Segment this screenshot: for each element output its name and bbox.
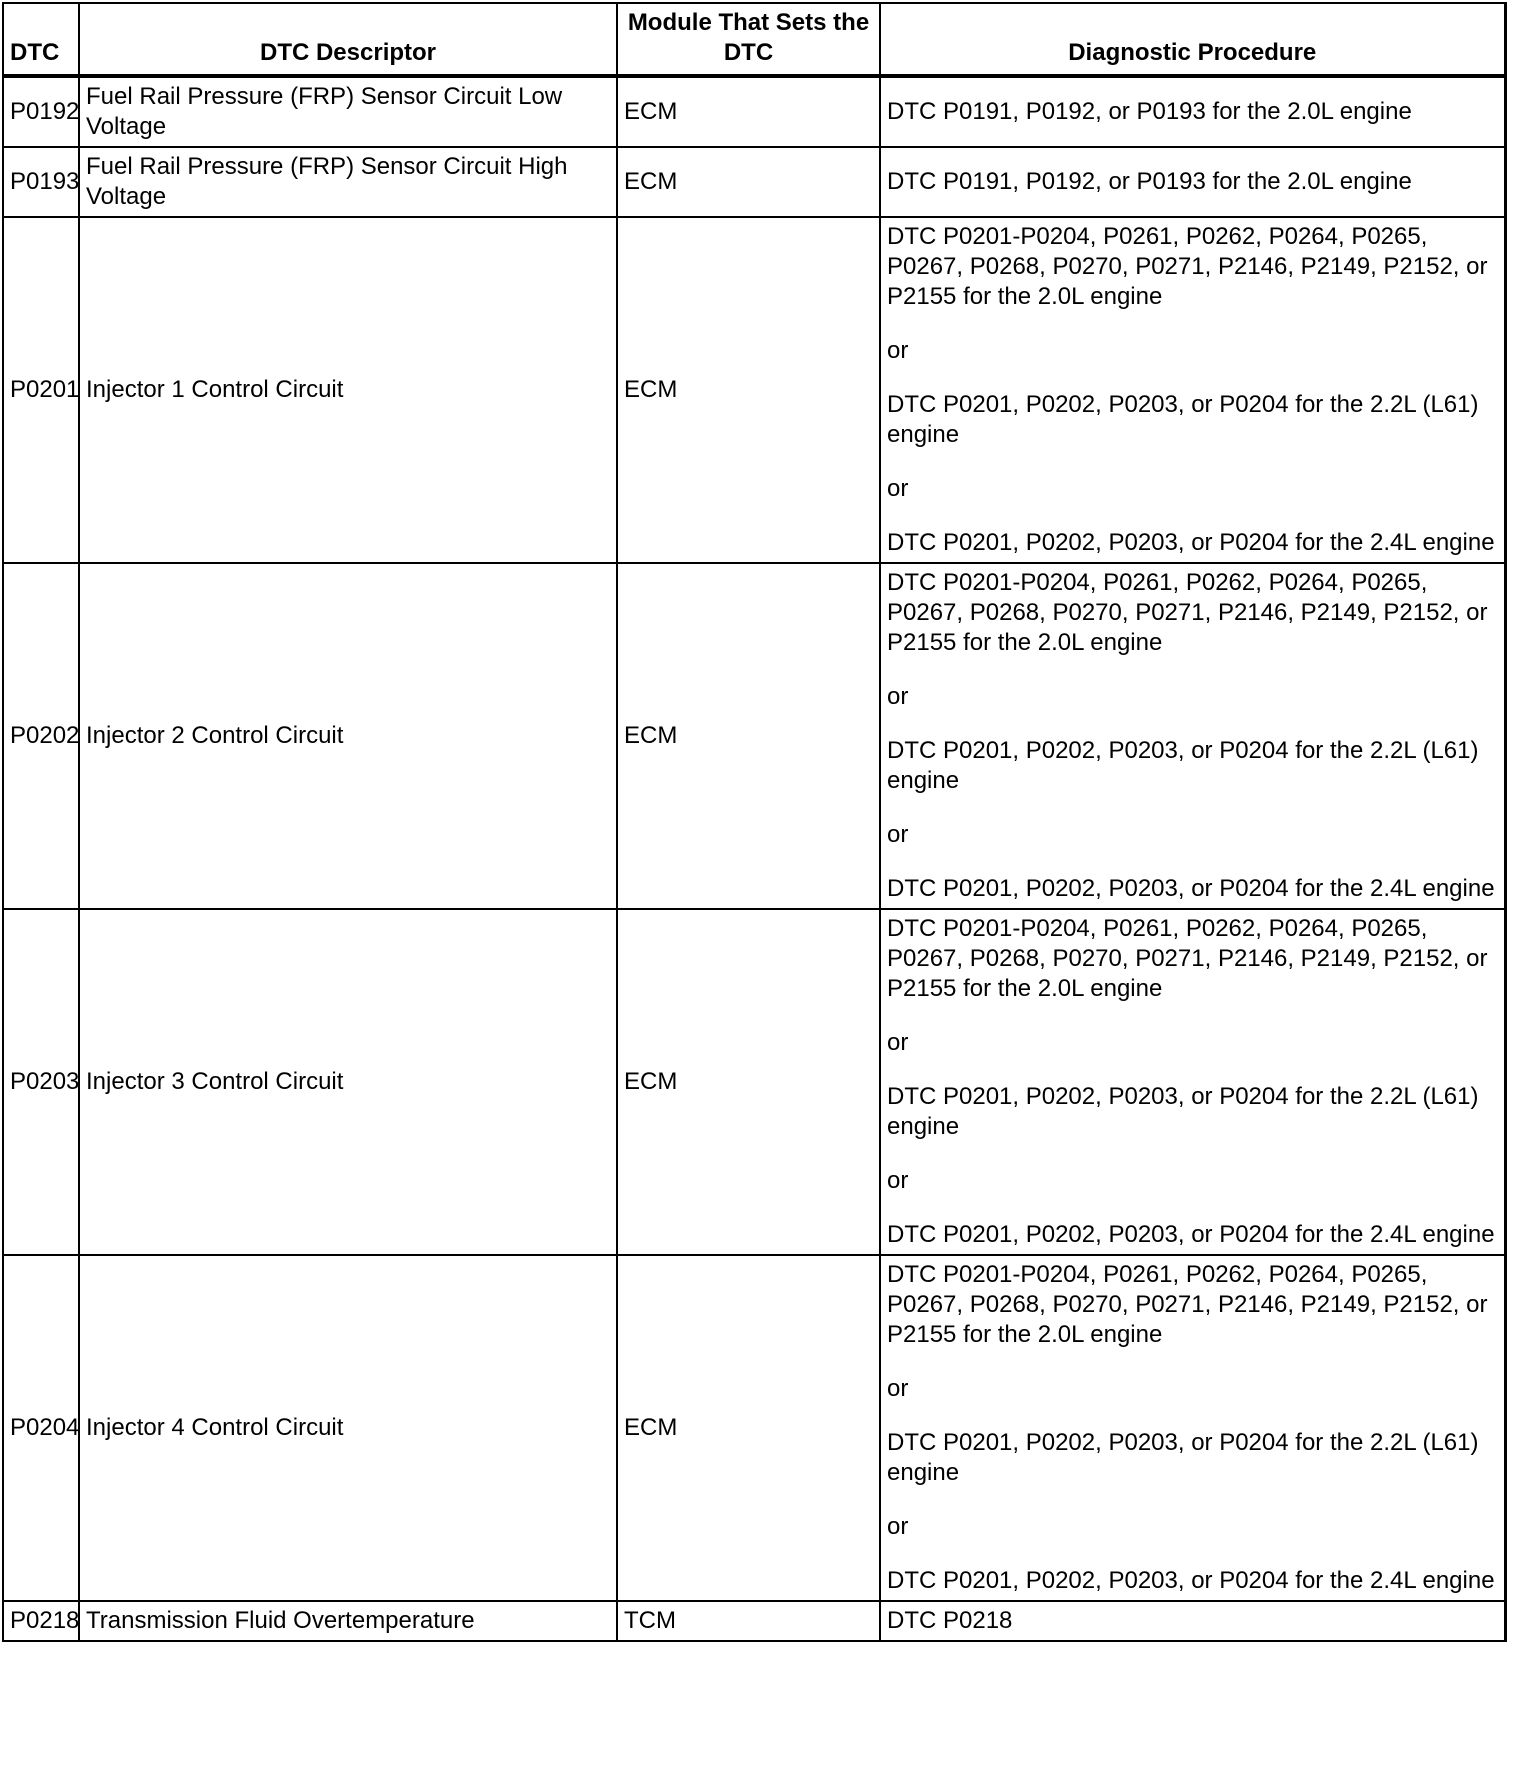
header-procedure: Diagnostic Procedure bbox=[880, 3, 1505, 76]
cell-module: ECM bbox=[617, 217, 880, 563]
procedure-text: or bbox=[887, 821, 909, 848]
table-row bbox=[3, 1601, 1505, 1641]
procedure-text: DTC P0201-P0204, P0261, P0262, P0264, P0265, P0267, P0268, P0270, P0271, P2146, P2149, P2152, or P2155 for the 2.0L engine bbox=[887, 915, 1488, 1002]
procedure-text: or bbox=[887, 1029, 909, 1056]
cell-dtc: P0202 bbox=[3, 563, 79, 909]
procedure-text: DTC P0201, P0202, P0203, or P0204 for the 2.4L engine bbox=[887, 1221, 1495, 1248]
table-row bbox=[3, 76, 1505, 147]
cell-dtc: P0201 bbox=[3, 217, 79, 563]
procedure-text: DTC P0201, P0202, P0203, or P0204 for the 2.4L engine bbox=[887, 529, 1495, 556]
cell-descriptor: Injector 2 Control Circuit bbox=[79, 563, 617, 909]
dtc-table bbox=[2, 2, 1507, 1642]
cell-procedure bbox=[880, 1255, 1505, 1601]
procedure-text: DTC P0201, P0202, P0203, or P0204 for the 2.4L engine bbox=[887, 1567, 1495, 1594]
header-row bbox=[3, 3, 1505, 76]
procedure-text: or bbox=[887, 1375, 909, 1402]
cell-procedure bbox=[880, 76, 1505, 147]
header-dtc: DTC bbox=[3, 3, 79, 76]
cell-procedure bbox=[880, 1601, 1505, 1641]
cell-module: ECM bbox=[617, 76, 880, 147]
procedure-text: or bbox=[887, 337, 909, 364]
cell-dtc: P0193 bbox=[3, 147, 79, 217]
procedure-text: DTC P0201, P0202, P0203, or P0204 for the 2.2L (L61) engine bbox=[887, 1429, 1479, 1486]
cell-dtc: P0203 bbox=[3, 909, 79, 1255]
cell-module: ECM bbox=[617, 909, 880, 1255]
cell-descriptor: Fuel Rail Pressure (FRP) Sensor Circuit High Voltage bbox=[79, 147, 617, 217]
table-body bbox=[3, 76, 1505, 1641]
cell-module: ECM bbox=[617, 563, 880, 909]
procedure-text: DTC P0218 bbox=[887, 1607, 1013, 1634]
procedure-text: DTC P0201, P0202, P0203, or P0204 for the 2.2L (L61) engine bbox=[887, 391, 1479, 448]
procedure-text: DTC P0201-P0204, P0261, P0262, P0264, P0265, P0267, P0268, P0270, P0271, P2146, P2149, P2152, or P2155 for the 2.0L engine bbox=[887, 223, 1488, 310]
cell-descriptor: Injector 1 Control Circuit bbox=[79, 217, 617, 563]
table-row bbox=[3, 1255, 1505, 1601]
table-row bbox=[3, 147, 1505, 217]
cell-dtc: P0192 bbox=[3, 76, 79, 147]
procedure-text: or bbox=[887, 683, 909, 710]
cell-descriptor: Injector 4 Control Circuit bbox=[79, 1255, 617, 1601]
table-row bbox=[3, 563, 1505, 909]
cell-descriptor: Transmission Fluid Overtemperature bbox=[79, 1601, 617, 1641]
table-row bbox=[3, 909, 1505, 1255]
procedure-text: DTC P0201-P0204, P0261, P0262, P0264, P0265, P0267, P0268, P0270, P0271, P2146, P2149, P2152, or P2155 for the 2.0L engine bbox=[887, 569, 1488, 656]
procedure-text: or bbox=[887, 1513, 909, 1540]
procedure-text: DTC P0201, P0202, P0203, or P0204 for the 2.2L (L61) engine bbox=[887, 1083, 1479, 1140]
procedure-text: DTC P0201, P0202, P0203, or P0204 for the 2.4L engine bbox=[887, 875, 1495, 902]
cell-procedure bbox=[880, 217, 1505, 563]
cell-module: ECM bbox=[617, 147, 880, 217]
header-descriptor: DTC Descriptor bbox=[79, 3, 617, 76]
cell-procedure bbox=[880, 909, 1505, 1255]
procedure-text: DTC P0201-P0204, P0261, P0262, P0264, P0265, P0267, P0268, P0270, P0271, P2146, P2149, P2152, or P2155 for the 2.0L engine bbox=[887, 1261, 1488, 1348]
procedure-text: or bbox=[887, 1167, 909, 1194]
procedure-text: DTC P0191, P0192, or P0193 for the 2.0L engine bbox=[887, 98, 1412, 125]
cell-module: TCM bbox=[617, 1601, 880, 1641]
cell-module: ECM bbox=[617, 1255, 880, 1601]
procedure-text: DTC P0191, P0192, or P0193 for the 2.0L engine bbox=[887, 168, 1412, 195]
cell-dtc: P0218 bbox=[3, 1601, 79, 1641]
procedure-text: or bbox=[887, 475, 909, 502]
procedure-text: DTC P0201, P0202, P0203, or P0204 for the 2.2L (L61) engine bbox=[887, 737, 1479, 794]
table-row bbox=[3, 217, 1505, 563]
cell-dtc: P0204 bbox=[3, 1255, 79, 1601]
header-module: Module That Sets the DTC bbox=[617, 3, 880, 76]
cell-procedure bbox=[880, 563, 1505, 909]
cell-descriptor: Injector 3 Control Circuit bbox=[79, 909, 617, 1255]
cell-procedure bbox=[880, 147, 1505, 217]
cell-descriptor: Fuel Rail Pressure (FRP) Sensor Circuit Low Voltage bbox=[79, 76, 617, 147]
